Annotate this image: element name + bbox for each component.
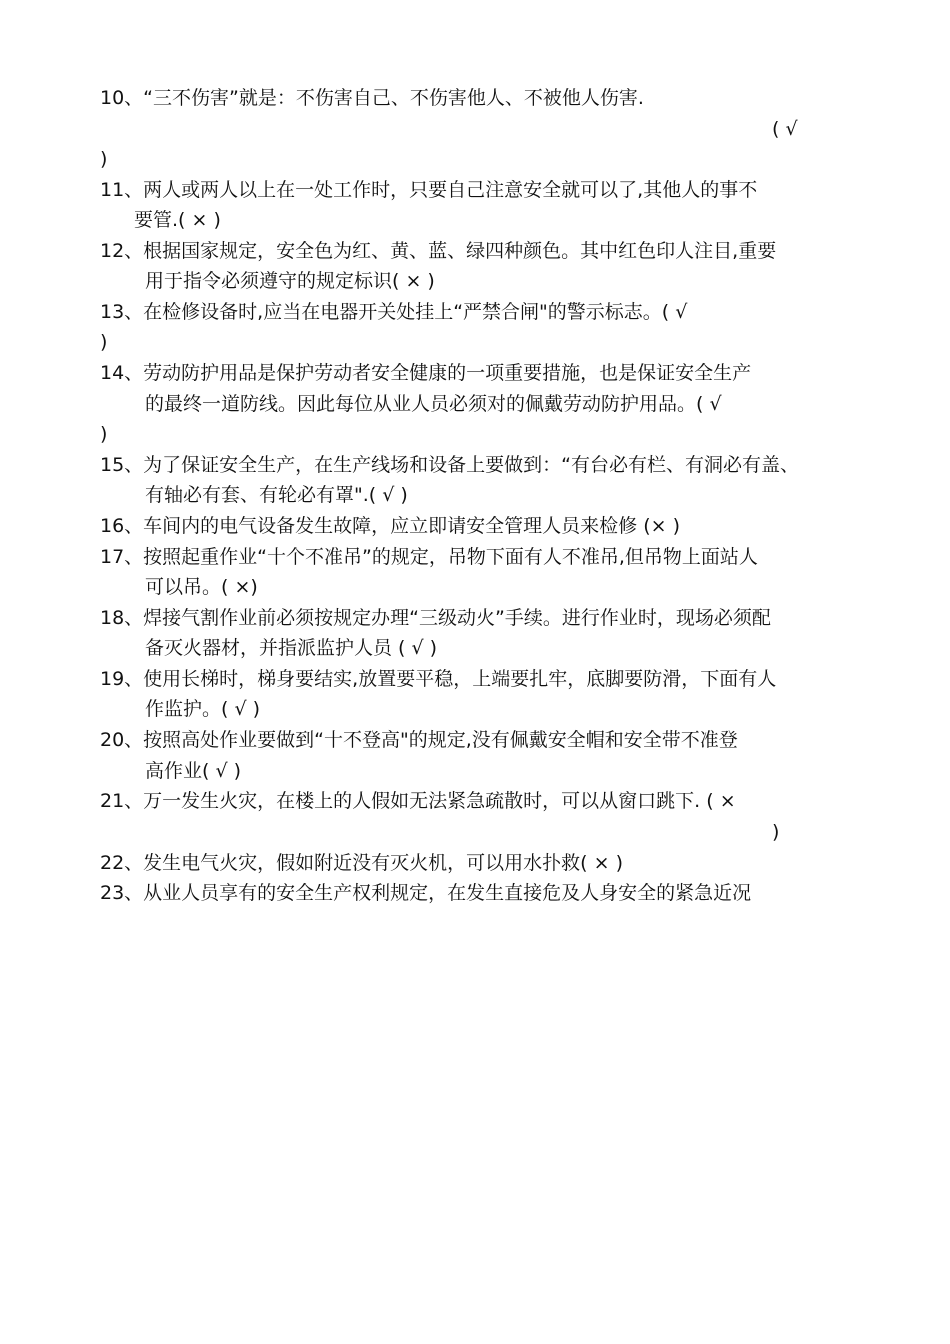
question-23-line-1: 23、从业人员享有的安全生产权利规定，在发生直接危及人身安全的紧急近况 (100, 882, 752, 904)
question-14-line-2: 的最终一道防线。因此每位从业人员必须对的佩戴劳动防护用品。( √ (145, 393, 722, 415)
question-15-line-1: 15、为了保证安全生产，在生产线场和设备上要做到：“有台必有栏、有洞必有盖、 (100, 454, 800, 476)
question-18-line-2: 备灭火器材，并指派监护人员 ( √ ) (145, 637, 438, 659)
question-21-line-2: ) (772, 821, 780, 843)
question-10-line-1: 10、“三不伤害”就是：不伤害自己、不伤害他人、不被他人伤害. (100, 87, 644, 109)
question-13-line-2: ) (100, 331, 108, 353)
question-18-line-1: 18、焊接气割作业前必须按规定办理“三级动火”手续。进行作业时，现场必须配 (100, 607, 771, 629)
question-12-line-1: 12、根据国家规定，安全色为红、黄、蓝、绿四种颜色。其中红色印人注目,重要 (100, 240, 777, 262)
question-19-line-1: 19、使用长梯时，梯身要结实,放置要平稳，上端要扎牢，底脚要防滑，下面有人 (100, 668, 777, 690)
question-11-line-1: 11、两人或两人以上在一处工作时，只要自己注意安全就可以了,其他人的事不 (100, 179, 758, 201)
question-21-line-1: 21、万一发生火灾，在楼上的人假如无法紧急疏散时，可以从窗口跳下. ( × (100, 790, 736, 812)
question-16-line-1: 16、车间内的电气设备发生故障，应立即请安全管理人员来检修 (× ) (100, 515, 681, 537)
question-14-line-3: ) (100, 423, 108, 445)
question-11-line-2: 要管.( × ) (134, 209, 221, 231)
question-17-line-1: 17、按照起重作业“十个不准吊”的规定，吊物下面有人不准吊,但吊物上面站人 (100, 546, 758, 568)
question-14-line-1: 14、劳动防护用品是保护劳动者安全健康的一项重要措施，也是保证安全生产 (100, 362, 752, 384)
question-20-line-2: 高作业( √ ) (145, 760, 242, 782)
question-13-line-1: 13、在检修设备时,应当在电器开关处挂上“严禁合闸"的警示标志。( √ (100, 301, 688, 323)
question-12-line-2: 用于指令必须遵守的规定标识( × ) (145, 270, 435, 292)
question-17-line-2: 可以吊。( ×) (145, 576, 258, 598)
question-19-line-2: 作监护。( √ ) (145, 698, 261, 720)
question-15-line-2: 有轴必有套、有轮必有罩".( √ ) (145, 484, 408, 506)
question-10-line-2: ( √ (772, 118, 798, 140)
question-22-line-1: 22、发生电气火灾，假如附近没有灭火机，可以用水扑救( × ) (100, 852, 624, 874)
question-20-line-1: 20、按照高处作业要做到“十不登高"的规定,没有佩戴安全帽和安全带不准登 (100, 729, 738, 751)
question-10-line-3: ) (100, 148, 108, 170)
